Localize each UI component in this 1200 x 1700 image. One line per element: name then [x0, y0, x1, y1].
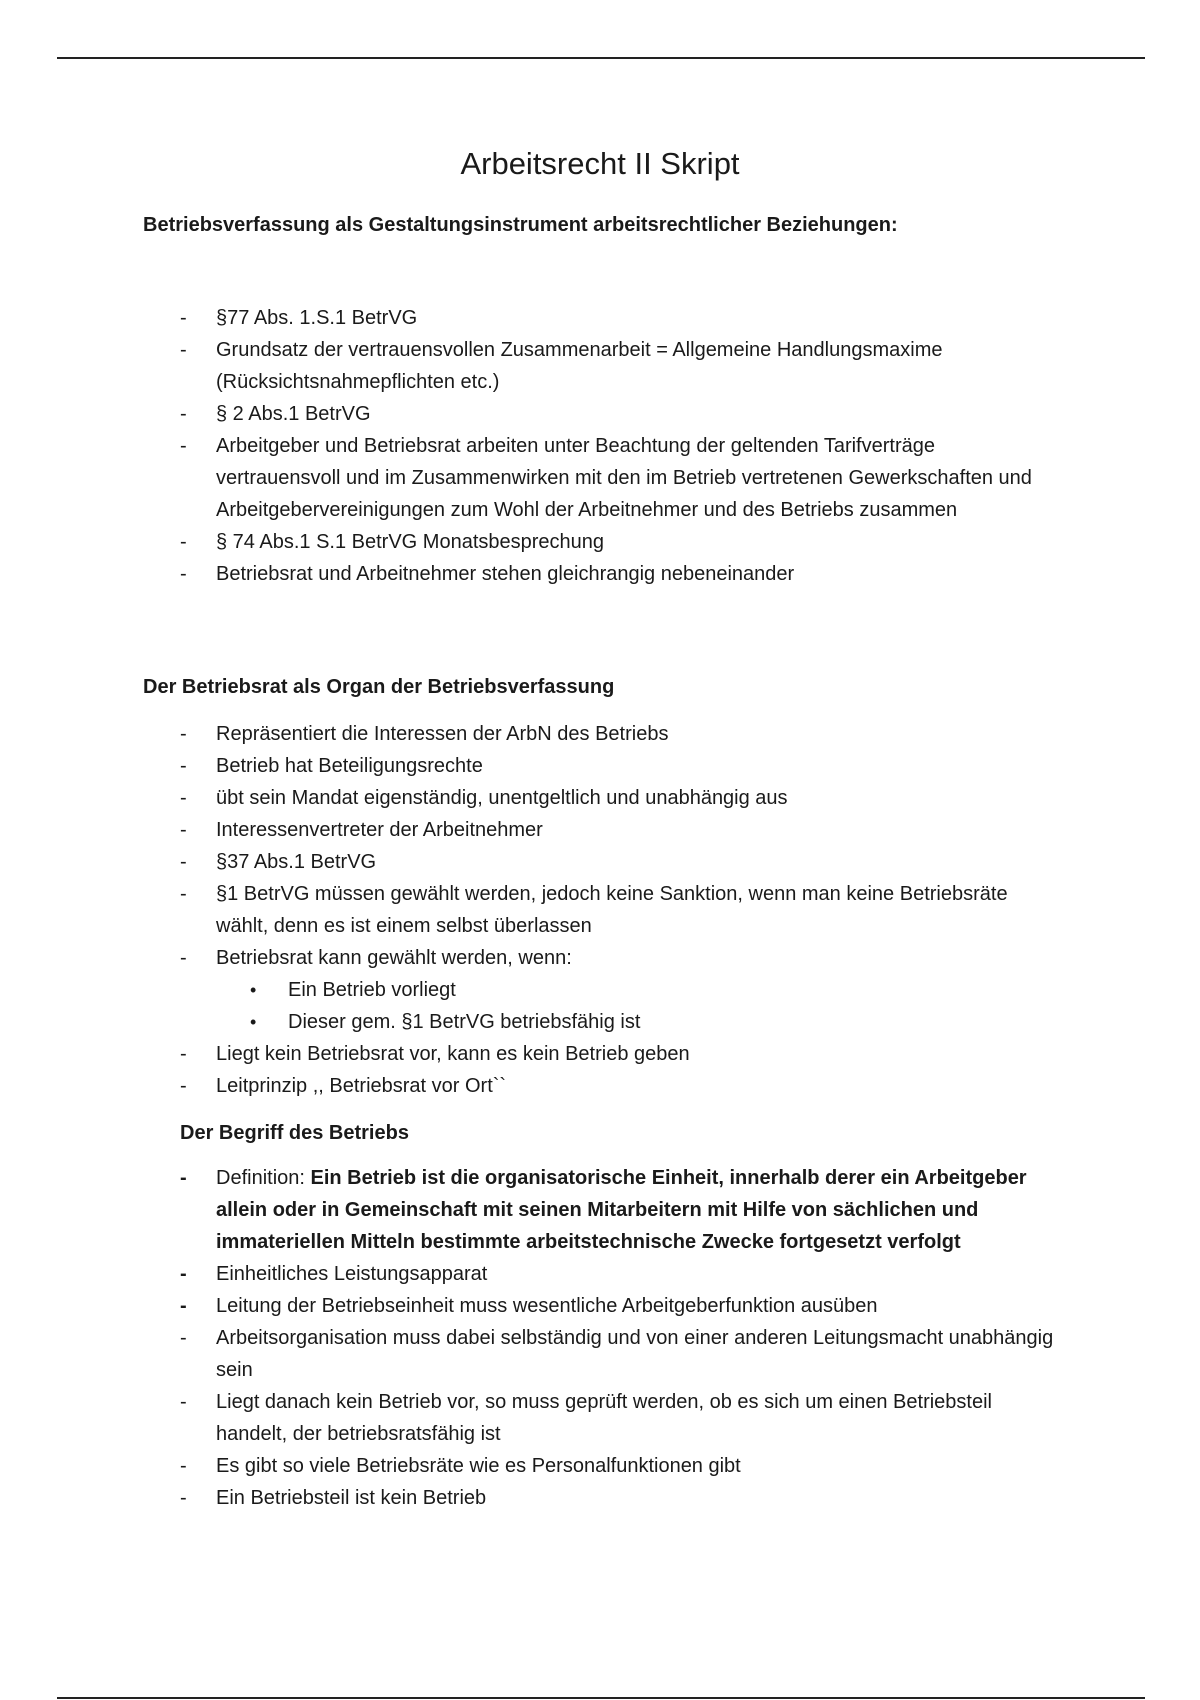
list-item	[0, 526, 1056, 558]
list-item-text: Es gibt so viele Betriebsräte wie es Personalfunktionen gibt	[216, 1455, 741, 1477]
list-item-text: Einheitliches Leistungsapparat	[216, 1263, 488, 1285]
sub-list-item	[0, 1006, 1058, 1038]
list-item-text: Betriebsrat und Arbeitnehmer stehen gleichrangig nebeneinander	[216, 563, 795, 585]
list-item	[0, 846, 1056, 878]
list-item	[0, 782, 1056, 814]
dash-marker: -	[180, 883, 187, 905]
dash-marker: -	[180, 435, 187, 457]
list-item-text: § 2 Abs.1 BetrVG	[216, 403, 371, 425]
dash-marker: -	[180, 339, 187, 361]
dash-marker: -	[180, 1043, 187, 1065]
list-item-text: Arbeitsorganisation muss dabei selbständig und von einer anderen Leitungsmacht unabhängig sein	[216, 1327, 1054, 1381]
dash-marker: -	[180, 1167, 187, 1189]
list-item	[0, 942, 1056, 974]
list-item	[0, 1038, 1056, 1070]
list-item	[0, 430, 1056, 526]
dash-marker: -	[180, 307, 187, 329]
dash-marker: -	[180, 947, 187, 969]
dash-marker: -	[180, 563, 187, 585]
list-item-text: Ein Betriebsteil ist kein Betrieb	[216, 1487, 487, 1509]
list-item-text: §1 BetrVG müssen gewählt werden, jedoch keine Sanktion, wenn man keine Betriebsräte wählt, denn es ist einem selbst überlassen	[216, 883, 1008, 937]
dash-marker: -	[180, 1263, 187, 1285]
list-item	[0, 302, 1056, 334]
page-title: Arbeitsrecht II Skript	[460, 146, 740, 181]
definition-item	[0, 1162, 1056, 1258]
list-item	[0, 878, 1056, 942]
list-item	[0, 334, 1056, 398]
sub-list-item-text: Dieser gem. §1 BetrVG betriebsfähig ist	[288, 1011, 641, 1033]
list-item	[0, 1290, 1056, 1322]
list-item	[0, 750, 1056, 782]
dash-marker: -	[180, 1327, 187, 1349]
list-item-text: Betriebsrat kann gewählt werden, wenn:	[216, 947, 572, 969]
dash-marker: -	[180, 1075, 187, 1097]
bullet-marker: •	[250, 1012, 257, 1032]
section-heading-begriff-betrieb: Der Begriff des Betriebs	[180, 1122, 409, 1144]
list-item-text: Repräsentiert die Interessen der ArbN des Betriebs	[216, 723, 669, 745]
list-item-text: übt sein Mandat eigenständig, unentgeltlich und unabhängig aus	[216, 787, 788, 809]
definition-text: Ein Betrieb ist die organisatorische Einheit, innerhalb derer ein Arbeitgeber allein oder in Gemeinschaft mit seinen Mitarbeitern mit Hilfe von sächlichen und immateriellen Mitteln bestimmte arbeitstechnische Zwecke fortgesetzt verfolgt	[216, 1167, 1027, 1253]
list-item	[0, 558, 1056, 590]
list-item	[0, 814, 1056, 846]
list-item-text: Liegt kein Betriebsrat vor, kann es kein Betrieb geben	[216, 1043, 690, 1065]
dash-marker: -	[180, 1487, 187, 1509]
sub-list-item	[0, 974, 1058, 1006]
definition-label: Definition:	[216, 1167, 311, 1189]
list-begriff-betrieb	[0, 1162, 1056, 1514]
list-item	[0, 1386, 1056, 1450]
list-item-text: Grundsatz der vertrauensvollen Zusammenarbeit = Allgemeine Handlungsmaxime (Rücksichtsnahmepflichten etc.)	[216, 339, 943, 393]
dash-marker: -	[180, 1455, 187, 1477]
list-betriebsrat	[0, 718, 1058, 1102]
bullet-marker: •	[250, 980, 257, 1000]
dash-marker: -	[180, 819, 187, 841]
list-item	[0, 718, 1056, 750]
sub-list-item-text: Ein Betrieb vorliegt	[288, 979, 456, 1001]
section-heading-betriebsverfassung: Betriebsverfassung als Gestaltungsinstrument arbeitsrechtlicher Beziehungen:	[143, 214, 898, 236]
list-item	[0, 1258, 1056, 1290]
dash-marker: -	[180, 723, 187, 745]
list-item	[0, 1322, 1056, 1386]
footer-rule	[57, 1697, 1145, 1699]
dash-marker: -	[180, 531, 187, 553]
list-item	[0, 1070, 1056, 1102]
list-item-text: § 74 Abs.1 S.1 BetrVG Monatsbesprechung	[216, 531, 605, 553]
list-item-text: Leitung der Betriebseinheit muss wesentliche Arbeitgeberfunktion ausüben	[216, 1295, 878, 1317]
dash-marker: -	[180, 1295, 187, 1317]
list-item	[0, 1482, 1056, 1514]
list-item-text: Betrieb hat Beteiligungsrechte	[216, 755, 483, 777]
section-heading-betriebsrat: Der Betriebsrat als Organ der Betriebsverfassung	[143, 676, 615, 698]
dash-marker: -	[180, 787, 187, 809]
list-item-text: Leitprinzip ,, Betriebsrat vor Ort``	[216, 1075, 507, 1097]
list-item	[0, 398, 1056, 430]
list-item-text: §77 Abs. 1.S.1 BetrVG	[216, 307, 418, 329]
dash-marker: -	[180, 755, 187, 777]
list-item	[0, 1450, 1056, 1482]
list-item-text: Interessenvertreter der Arbeitnehmer	[216, 819, 543, 841]
list-item-text: Arbeitgeber und Betriebsrat arbeiten unter Beachtung der geltenden Tarifverträge vertrauensvoll und im Zusammenwirken mit den im Betrieb vertretenen Gewerkschaften und Arbeitgebervereinigungen zum Wohl der Arbeitnehmer und des Betriebs zusammen	[216, 435, 1032, 521]
dash-marker: -	[180, 403, 187, 425]
dash-marker: -	[180, 1391, 187, 1413]
header-rule	[57, 57, 1145, 59]
list-item-text: §37 Abs.1 BetrVG	[216, 851, 377, 873]
list-betriebsverfassung	[0, 302, 1056, 590]
list-item-text: Liegt danach kein Betrieb vor, so muss geprüft werden, ob es sich um einen Betriebsteil handelt, der betriebsratsfähig ist	[216, 1391, 992, 1445]
dash-marker: -	[180, 851, 187, 873]
